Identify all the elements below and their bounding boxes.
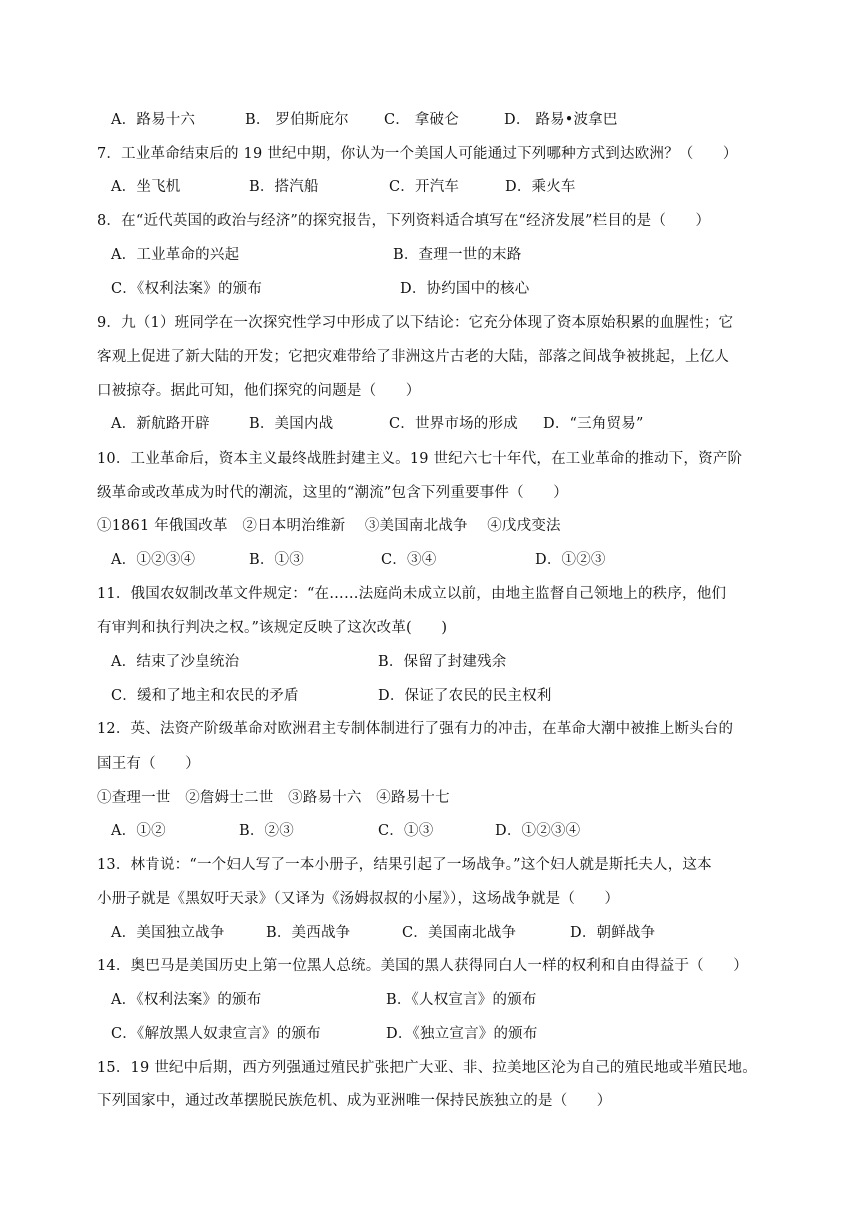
question-11-stem-line-2: 有审判和执行判决之权。”该规定反映了这次改革( ) [97, 620, 448, 636]
option-a: A．工业革命的兴起 [111, 247, 240, 263]
option-a: A．①② [111, 823, 166, 839]
question-12-stem-line-1: 12．英、法资产阶级革命对欧洲君主专制体制进行了强有力的冲击，在革命大潮中被推上断头台的 [97, 721, 734, 737]
option-d: D．①②③ [535, 552, 606, 568]
option-b: B． 罗伯斯庇尔 [245, 112, 349, 128]
question-8-stem: 8．在“近代英国的政治与经济”的探究报告，下列资料适合填写在“经济发展”栏目的是（ ） [97, 213, 711, 229]
option-d: D．协约国中的核心 [400, 281, 530, 297]
option-d: D．“三角贸易” [543, 416, 644, 432]
option-c: C．世界市场的形成 [389, 416, 518, 432]
question-13-stem-line-1: 13．林肯说：“一个妇人写了一本小册子，结果引起了一场战争。”这个妇人就是斯托夫人，这本 [97, 857, 712, 873]
option-a: A．新航路开辟 [111, 416, 210, 432]
option-b: B．查理一世的末路 [393, 247, 522, 263]
option-b: B．保留了封建残余 [378, 654, 507, 670]
option-c: C．《解放黑人奴隶宣言》的颁布 [111, 1026, 321, 1042]
option-d: D．保证了农民的民主权利 [378, 688, 552, 704]
option-c: C．《权利法案》的颁布 [111, 281, 263, 297]
question-10-stem-line-1: 10．工业革命后，资本主义最终战胜封建主义。19 世纪六七十年代，在工业革命的推动下，资产阶 [97, 451, 743, 467]
option-a: A．美国独立战争 [111, 925, 225, 941]
option-c: C．①③ [378, 823, 434, 839]
question-12-stem-line-2: 国王有（ ） [97, 756, 200, 772]
question-15-stem-line-1: 15．19 世纪中后期，西方列强通过殖民扩张把广大亚、非、拉美地区沦为自己的殖民地或半殖民地。 [97, 1060, 757, 1076]
option-c: C． 拿破仑 [384, 112, 459, 128]
option-c: C．③④ [381, 552, 437, 568]
option-d: D．①②③④ [495, 823, 581, 839]
question-9-stem-line-1: 9．九（1）班同学在一次探究性学习中形成了以下结论：它充分体现了资本原始积累的血腥性；它 [97, 315, 734, 331]
question-9-stem-line-3: 口被掠夺。据此可知，他们探究的问题是（ ） [97, 383, 421, 399]
option-b: B．②③ [239, 823, 294, 839]
option-b: B．①③ [249, 552, 304, 568]
option-b: B．《人权宣言》的颁布 [386, 992, 537, 1008]
option-c: C．美国南北战争 [402, 925, 517, 941]
option-c: C．缓和了地主和农民的矛盾 [111, 688, 299, 704]
option-a: A．路易十六 [111, 112, 196, 128]
option-d: D．《独立宣言》的颁布 [386, 1026, 538, 1042]
question-9-stem-line-2: 客观上促进了新大陆的开发；它把灾难带给了非洲这片古老的大陆，部落之间战争被挑起，上亿人 [97, 349, 730, 365]
option-a: A．《权利法案》的颁布 [111, 992, 262, 1008]
option-b: B．美西战争 [266, 925, 351, 941]
option-a: A．①②③④ [111, 552, 196, 568]
option-d: D． 路易•波拿巴 [504, 112, 618, 128]
question-15-stem-line-2: 下列国家中，通过改革摆脱民族危机、成为亚洲唯一保持民族独立的是（ ） [97, 1093, 612, 1109]
question-13-stem-line-2: 小册子就是《黑奴吁天录》（又译为《汤姆叔叔的小屋》），这场战争就是（ ） [97, 891, 620, 907]
question-10-stem-line-2: 级革命或改革成为时代的潮流，这里的“潮流”包含下列重要事件（ ） [97, 485, 568, 501]
question-7-stem: 7．工业革命结束后的 19 世纪中期，你认为一个美国人可能通过下列哪种方式到达欧洲？（ ） [97, 146, 738, 162]
option-b: B．美国内战 [249, 416, 334, 432]
option-d: D．乘火车 [505, 179, 576, 195]
question-11-stem-line-1: 11．俄国农奴制改革文件规定：“在……法庭尚未成立以前，由地主监督自己领地上的秩序，他们 [97, 586, 727, 602]
option-c: C．开汽车 [389, 179, 460, 195]
option-d: D．朝鲜战争 [570, 925, 656, 941]
question-10-items: ①1861 年俄国改革 ②日本明治维新 ③美国南北战争 ④戊戌变法 [97, 518, 561, 534]
question-12-items: ①查理一世 ②詹姆士二世 ③路易十六 ④路易十七 [97, 790, 450, 806]
option-a: A．结束了沙皇统治 [111, 654, 240, 670]
option-a: A．坐飞机 [111, 179, 181, 195]
question-14-stem: 14．奥巴马是美国历史上第一位黑人总统。美国的黑人获得同白人一样的权利和自由得益于（ ） [97, 958, 748, 974]
option-b: B．搭汽船 [249, 179, 319, 195]
